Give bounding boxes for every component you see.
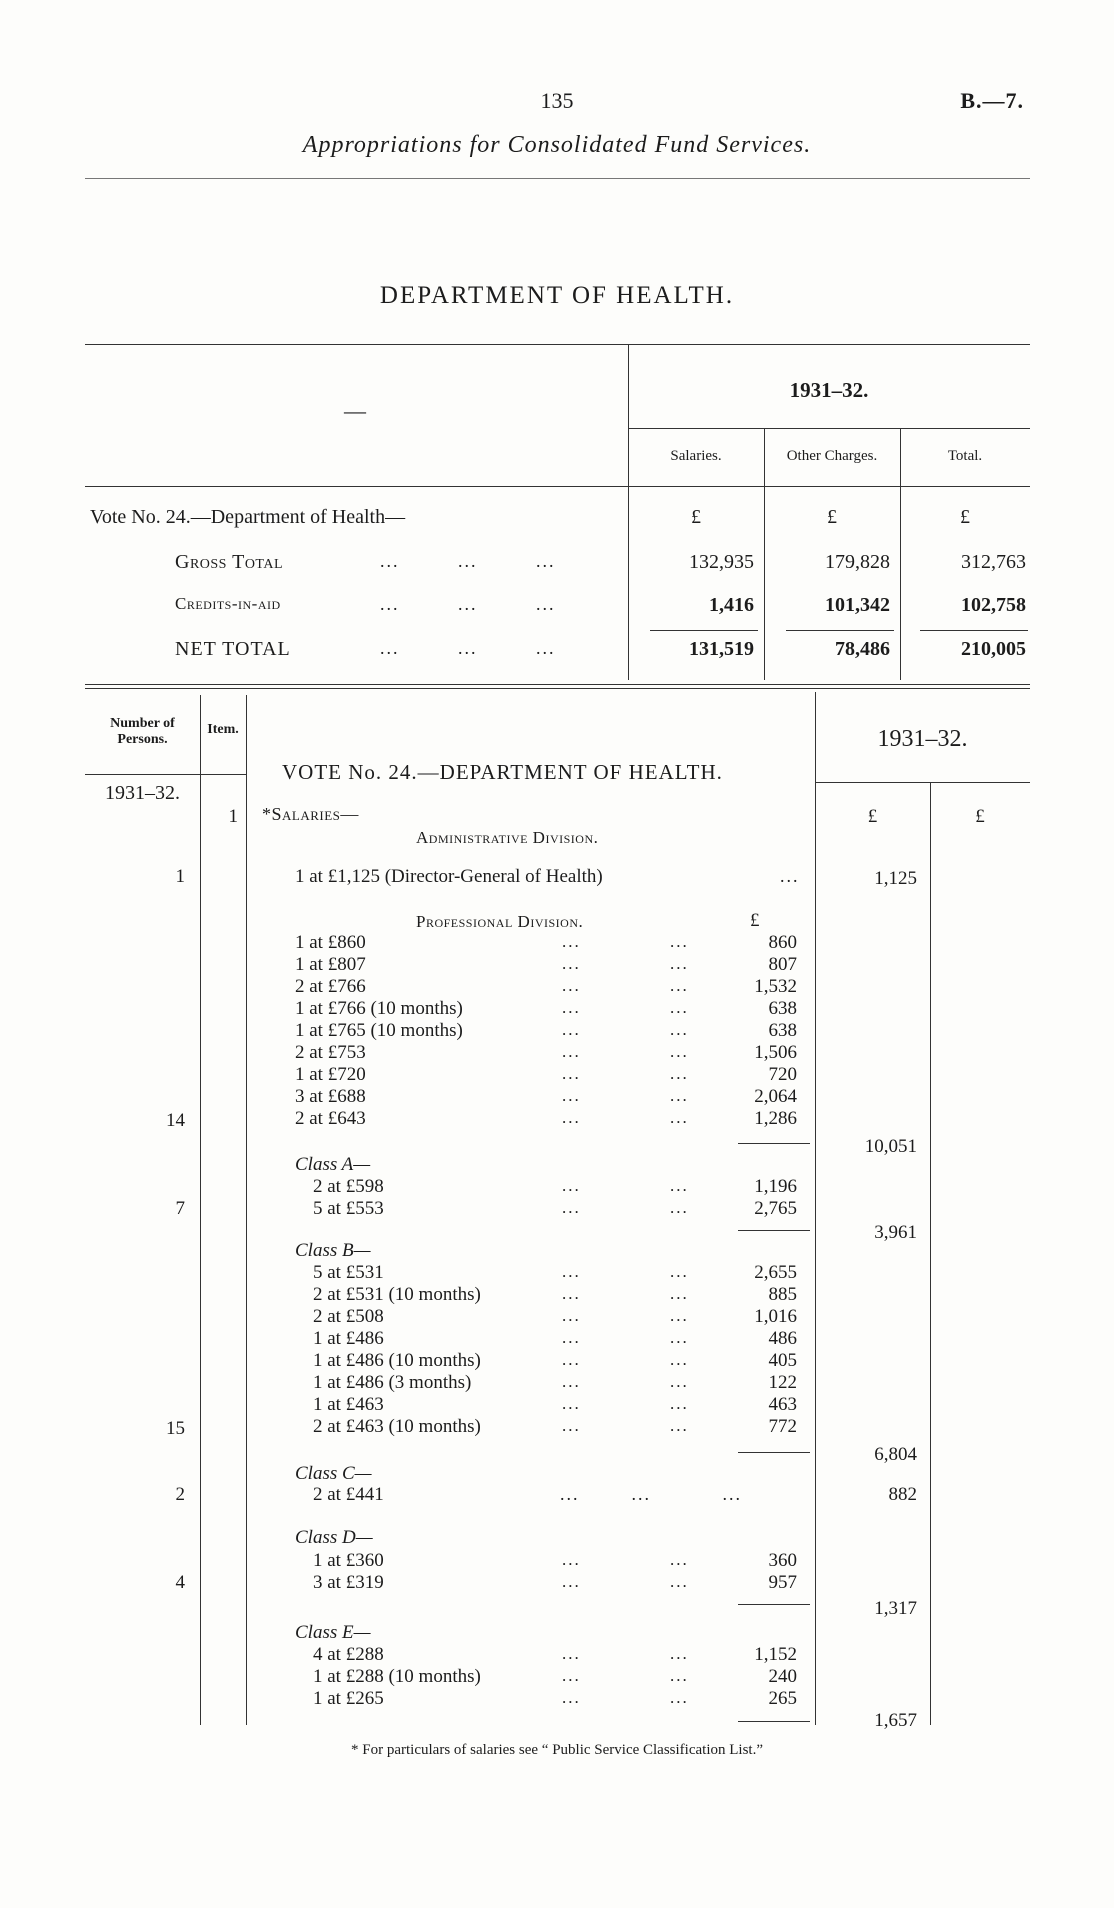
dot-leader: ... bbox=[562, 1064, 581, 1083]
dot-leader: ... bbox=[562, 1020, 581, 1039]
salary-line-desc: 1 at £288 (10 months) bbox=[313, 1666, 481, 1687]
salary-line-row bbox=[0, 1020, 815, 1042]
salary-line-desc: 5 at £553 bbox=[313, 1198, 384, 1219]
summary-header-rule bbox=[85, 486, 1030, 487]
class-d-persons: 4 bbox=[175, 1572, 185, 1593]
header-rule bbox=[85, 178, 1030, 179]
dot-leader: ... ... ... bbox=[380, 551, 556, 571]
class-b-subtotal-rule bbox=[738, 1452, 810, 1453]
currency-total-col: £ bbox=[975, 806, 985, 827]
net-rule-1 bbox=[650, 630, 758, 631]
credits-total: 102,758 bbox=[961, 594, 1026, 616]
salary-line-desc: 1 at £766 (10 months) bbox=[295, 998, 463, 1019]
year-right: 1931–32. bbox=[877, 726, 968, 752]
dot-leader: ... bbox=[670, 1086, 689, 1105]
year-left: 1931–32. bbox=[105, 782, 180, 804]
salary-line-row bbox=[0, 1086, 815, 1108]
salary-line-row bbox=[0, 932, 815, 954]
net-salaries: 131,519 bbox=[689, 638, 754, 660]
salary-line-row bbox=[0, 1550, 815, 1572]
salary-line-row bbox=[0, 1394, 815, 1416]
vote-label: Vote No. 24.—Department of Health— bbox=[90, 506, 406, 528]
dot-leader: ... bbox=[670, 1416, 689, 1435]
salary-line-desc: 1 at £720 bbox=[295, 1064, 366, 1085]
salary-line-amount: 638 bbox=[768, 998, 797, 1019]
dot-leader: ... bbox=[562, 932, 581, 951]
class-d-label: Class D— bbox=[295, 1527, 373, 1548]
salary-line-row bbox=[0, 1284, 815, 1306]
salary-line-desc: 1 at £486 (3 months) bbox=[313, 1372, 472, 1393]
dot-leader: ... ... ... bbox=[560, 1484, 742, 1504]
gross-total-label: Gross Total bbox=[175, 551, 284, 573]
dot-leader: ... bbox=[670, 932, 689, 951]
salary-line-desc: 2 at £531 (10 months) bbox=[313, 1284, 481, 1305]
salary-line-row bbox=[0, 1262, 815, 1284]
dot-leader: ... bbox=[562, 1198, 581, 1217]
col-persons-header: Number of Persons. bbox=[110, 716, 175, 747]
currency-other: £ bbox=[827, 506, 837, 528]
prof-division-heading: Professional Division. bbox=[416, 912, 584, 931]
salary-line-amount: 2,765 bbox=[754, 1198, 797, 1219]
salary-line-amount: 860 bbox=[768, 932, 797, 953]
salary-line-row bbox=[0, 1372, 815, 1394]
dot-leader: ... bbox=[562, 954, 581, 973]
salary-line-row bbox=[0, 1688, 815, 1710]
class-c-label: Class C— bbox=[295, 1463, 372, 1484]
dot-leader: ... bbox=[562, 1284, 581, 1303]
col-item-header: Item. bbox=[207, 722, 239, 737]
class-a-subtotal-rule bbox=[738, 1230, 810, 1231]
salary-line-amount: 463 bbox=[768, 1394, 797, 1415]
salary-line-amount: 2,655 bbox=[754, 1262, 797, 1283]
summary-left-heading: — bbox=[344, 398, 366, 423]
admin-division-heading: Administrative Division. bbox=[416, 828, 599, 847]
dot-leader: ... bbox=[670, 1644, 689, 1663]
salary-line-amount: 807 bbox=[768, 954, 797, 975]
dot-leader: ... bbox=[670, 1020, 689, 1039]
class-e-total: 1,657 bbox=[874, 1710, 917, 1731]
currency-total: £ bbox=[960, 506, 970, 528]
salary-line-row bbox=[0, 976, 815, 998]
dot-leader: ... bbox=[670, 998, 689, 1017]
dot-leader: ... bbox=[562, 1644, 581, 1663]
salary-line-row bbox=[0, 954, 815, 976]
dot-leader: ... bbox=[670, 1262, 689, 1281]
salary-line-amount: 885 bbox=[768, 1284, 797, 1305]
page-subtitle: Appropriations for Consolidated Fund Services. bbox=[302, 132, 812, 158]
salary-line-row bbox=[0, 998, 815, 1020]
salary-line-amount: 1,506 bbox=[754, 1042, 797, 1063]
dot-leader: ... bbox=[562, 1372, 581, 1391]
salary-line-desc: 3 at £319 bbox=[313, 1572, 384, 1593]
salary-line-desc: 1 at £463 bbox=[313, 1394, 384, 1415]
dot-leader: ... bbox=[562, 1176, 581, 1195]
class-a-persons: 7 bbox=[175, 1198, 185, 1219]
salary-line-row bbox=[0, 1644, 815, 1666]
dot-leader: ... bbox=[670, 1176, 689, 1195]
item-number: 1 bbox=[228, 806, 238, 827]
salary-line-amount: 720 bbox=[768, 1064, 797, 1085]
dot-leader: ... bbox=[670, 1306, 689, 1325]
salary-line-desc: 5 at £531 bbox=[313, 1262, 384, 1283]
admin-persons: 1 bbox=[175, 866, 185, 887]
salary-line-amount: 486 bbox=[768, 1328, 797, 1349]
dot-leader: ... bbox=[562, 1262, 581, 1281]
salary-line-desc: 2 at £753 bbox=[295, 1042, 366, 1063]
summary-top-rule bbox=[85, 344, 1030, 345]
salary-line-row bbox=[0, 1064, 815, 1086]
salary-line-amount: 1,152 bbox=[754, 1644, 797, 1665]
dot-leader: ... bbox=[562, 1108, 581, 1127]
salary-line-amount: 1,286 bbox=[754, 1108, 797, 1129]
admin-dots: ... bbox=[780, 866, 800, 886]
salary-line-desc: 1 at £360 bbox=[313, 1550, 384, 1571]
dot-leader: ... bbox=[562, 1086, 581, 1105]
document-code: B.—7. bbox=[960, 88, 1024, 113]
net-other: 78,486 bbox=[835, 638, 890, 660]
salary-line-row bbox=[0, 1350, 815, 1372]
dot-leader: ... bbox=[562, 1394, 581, 1413]
prof-persons: 14 bbox=[166, 1110, 185, 1131]
class-d-total: 1,317 bbox=[874, 1598, 917, 1619]
salary-line-desc: 1 at £486 bbox=[313, 1328, 384, 1349]
dot-leader: ... bbox=[670, 1394, 689, 1413]
salaries-heading: *Salaries— bbox=[262, 804, 359, 824]
department-title: DEPARTMENT OF HEALTH. bbox=[379, 282, 735, 309]
salary-line-amount: 1,016 bbox=[754, 1306, 797, 1327]
net-rule-3 bbox=[920, 630, 1028, 631]
dot-leader: ... bbox=[670, 1350, 689, 1369]
admin-amount: 1,125 bbox=[874, 868, 917, 889]
class-b-label: Class B— bbox=[295, 1240, 371, 1261]
salary-line-desc: 2 at £508 bbox=[313, 1306, 384, 1327]
dot-leader: ... bbox=[670, 1550, 689, 1569]
dot-leader: ... bbox=[562, 1350, 581, 1369]
salary-line-amount: 1,532 bbox=[754, 976, 797, 997]
dot-leader: ... bbox=[562, 976, 581, 995]
credits-salaries: 1,416 bbox=[709, 594, 754, 616]
salary-line-desc: 1 at £265 bbox=[313, 1688, 384, 1709]
dot-leader: ... bbox=[670, 1198, 689, 1217]
col-rule-total bbox=[930, 782, 931, 1725]
salary-line-amount: 405 bbox=[768, 1350, 797, 1371]
dot-leader: ... bbox=[670, 1284, 689, 1303]
salary-line-amount: 957 bbox=[768, 1572, 797, 1593]
col-other-charges: Other Charges. bbox=[786, 448, 878, 464]
prof-total: 10,051 bbox=[864, 1136, 917, 1157]
net-rule-2 bbox=[786, 630, 894, 631]
class-d-subtotal-rule bbox=[738, 1604, 810, 1605]
salary-line-amount: 2,064 bbox=[754, 1086, 797, 1107]
year-right-rule bbox=[815, 782, 1030, 783]
dot-leader: ... bbox=[562, 1328, 581, 1347]
persons-header-rule bbox=[85, 774, 247, 775]
summary-bottom-rule bbox=[85, 684, 1030, 685]
salary-line-amount: 1,196 bbox=[754, 1176, 797, 1197]
salary-line-desc: 1 at £807 bbox=[295, 954, 366, 975]
salary-line-amount: 265 bbox=[768, 1688, 797, 1709]
dot-leader: ... bbox=[562, 1416, 581, 1435]
salary-line-row bbox=[0, 1666, 815, 1688]
salary-line-desc: 1 at £860 bbox=[295, 932, 366, 953]
gross-other: 179,828 bbox=[825, 551, 890, 573]
salary-line-row bbox=[0, 1176, 815, 1198]
dot-leader: ... bbox=[670, 1372, 689, 1391]
dot-leader: ... bbox=[562, 1666, 581, 1685]
salary-line-desc: 3 at £688 bbox=[295, 1086, 366, 1107]
class-a-total: 3,961 bbox=[874, 1222, 917, 1243]
net-total-label: NET TOTAL bbox=[175, 638, 291, 660]
dot-leader: ... ... ... bbox=[380, 594, 556, 614]
class-c-line: 2 at £441 bbox=[313, 1484, 384, 1505]
salary-line-desc: 2 at £766 bbox=[295, 976, 366, 997]
class-e-label: Class E— bbox=[295, 1622, 371, 1643]
salary-line-amount: 240 bbox=[768, 1666, 797, 1687]
summary-year-rule bbox=[628, 428, 1030, 429]
gross-salaries: 132,935 bbox=[689, 551, 754, 573]
dot-leader: ... bbox=[562, 1306, 581, 1325]
class-c-persons: 2 bbox=[175, 1484, 185, 1505]
dot-leader: ... bbox=[562, 1688, 581, 1707]
salary-line-row bbox=[0, 1042, 815, 1064]
dot-leader: ... bbox=[562, 1042, 581, 1061]
salary-line-desc: 4 at £288 bbox=[313, 1644, 384, 1665]
vote-title: VOTE No. 24.—DEPARTMENT OF HEALTH. bbox=[282, 760, 723, 784]
col-salaries: Salaries. bbox=[670, 448, 722, 464]
salary-line-amount: 638 bbox=[768, 1020, 797, 1041]
dot-leader: ... bbox=[670, 1042, 689, 1061]
salary-line-desc: 2 at £598 bbox=[313, 1176, 384, 1197]
salary-line-row bbox=[0, 1306, 815, 1328]
admin-line: 1 at £1,125 (Director-General of Health) bbox=[295, 866, 603, 887]
dot-leader: ... bbox=[670, 1328, 689, 1347]
salary-line-amount: 772 bbox=[768, 1416, 797, 1437]
salary-line-desc: 2 at £463 (10 months) bbox=[313, 1416, 481, 1437]
summary-bottom-rule-2 bbox=[85, 688, 1030, 689]
dot-leader: ... bbox=[562, 998, 581, 1017]
dot-leader: ... bbox=[670, 1064, 689, 1083]
dot-leader: ... ... ... bbox=[380, 638, 556, 658]
col-total: Total. bbox=[947, 448, 983, 464]
credits-other: 101,342 bbox=[825, 594, 890, 616]
dot-leader: ... bbox=[562, 1550, 581, 1569]
class-a-label: Class A— bbox=[295, 1154, 371, 1175]
dot-leader: ... bbox=[670, 1666, 689, 1685]
salary-line-row bbox=[0, 1328, 815, 1350]
prof-subtotal-rule bbox=[738, 1143, 810, 1144]
class-c-total: 882 bbox=[888, 1484, 917, 1505]
col-rule-amount bbox=[815, 692, 816, 1725]
prof-currency: £ bbox=[750, 910, 760, 931]
salary-line-desc: 1 at £486 (10 months) bbox=[313, 1350, 481, 1371]
gross-total: 312,763 bbox=[961, 551, 1026, 573]
dot-leader: ... bbox=[670, 1572, 689, 1591]
currency-salaries: £ bbox=[691, 506, 701, 528]
salary-line-amount: 360 bbox=[768, 1550, 797, 1571]
currency-amount-col: £ bbox=[867, 806, 878, 827]
dot-leader: ... bbox=[670, 1688, 689, 1707]
salary-line-desc: 2 at £643 bbox=[295, 1108, 366, 1129]
dot-leader: ... bbox=[670, 1108, 689, 1127]
dot-leader: ... bbox=[562, 1572, 581, 1591]
class-b-total: 6,804 bbox=[874, 1444, 917, 1465]
dot-leader: ... bbox=[670, 954, 689, 973]
class-b-persons: 15 bbox=[166, 1418, 185, 1439]
class-e-subtotal-rule bbox=[738, 1721, 810, 1722]
net-total: 210,005 bbox=[961, 638, 1026, 660]
footnote: * For particulars of salaries see “ Public Service Classification List.” bbox=[351, 1742, 763, 1758]
credits-label: Credits-in-aid bbox=[175, 594, 281, 613]
page-number: 135 bbox=[540, 88, 574, 113]
salary-line-desc: 1 at £765 (10 months) bbox=[295, 1020, 463, 1041]
summary-year: 1931–32. bbox=[789, 378, 869, 402]
salary-line-amount: 122 bbox=[768, 1372, 797, 1393]
dot-leader: ... bbox=[670, 976, 689, 995]
